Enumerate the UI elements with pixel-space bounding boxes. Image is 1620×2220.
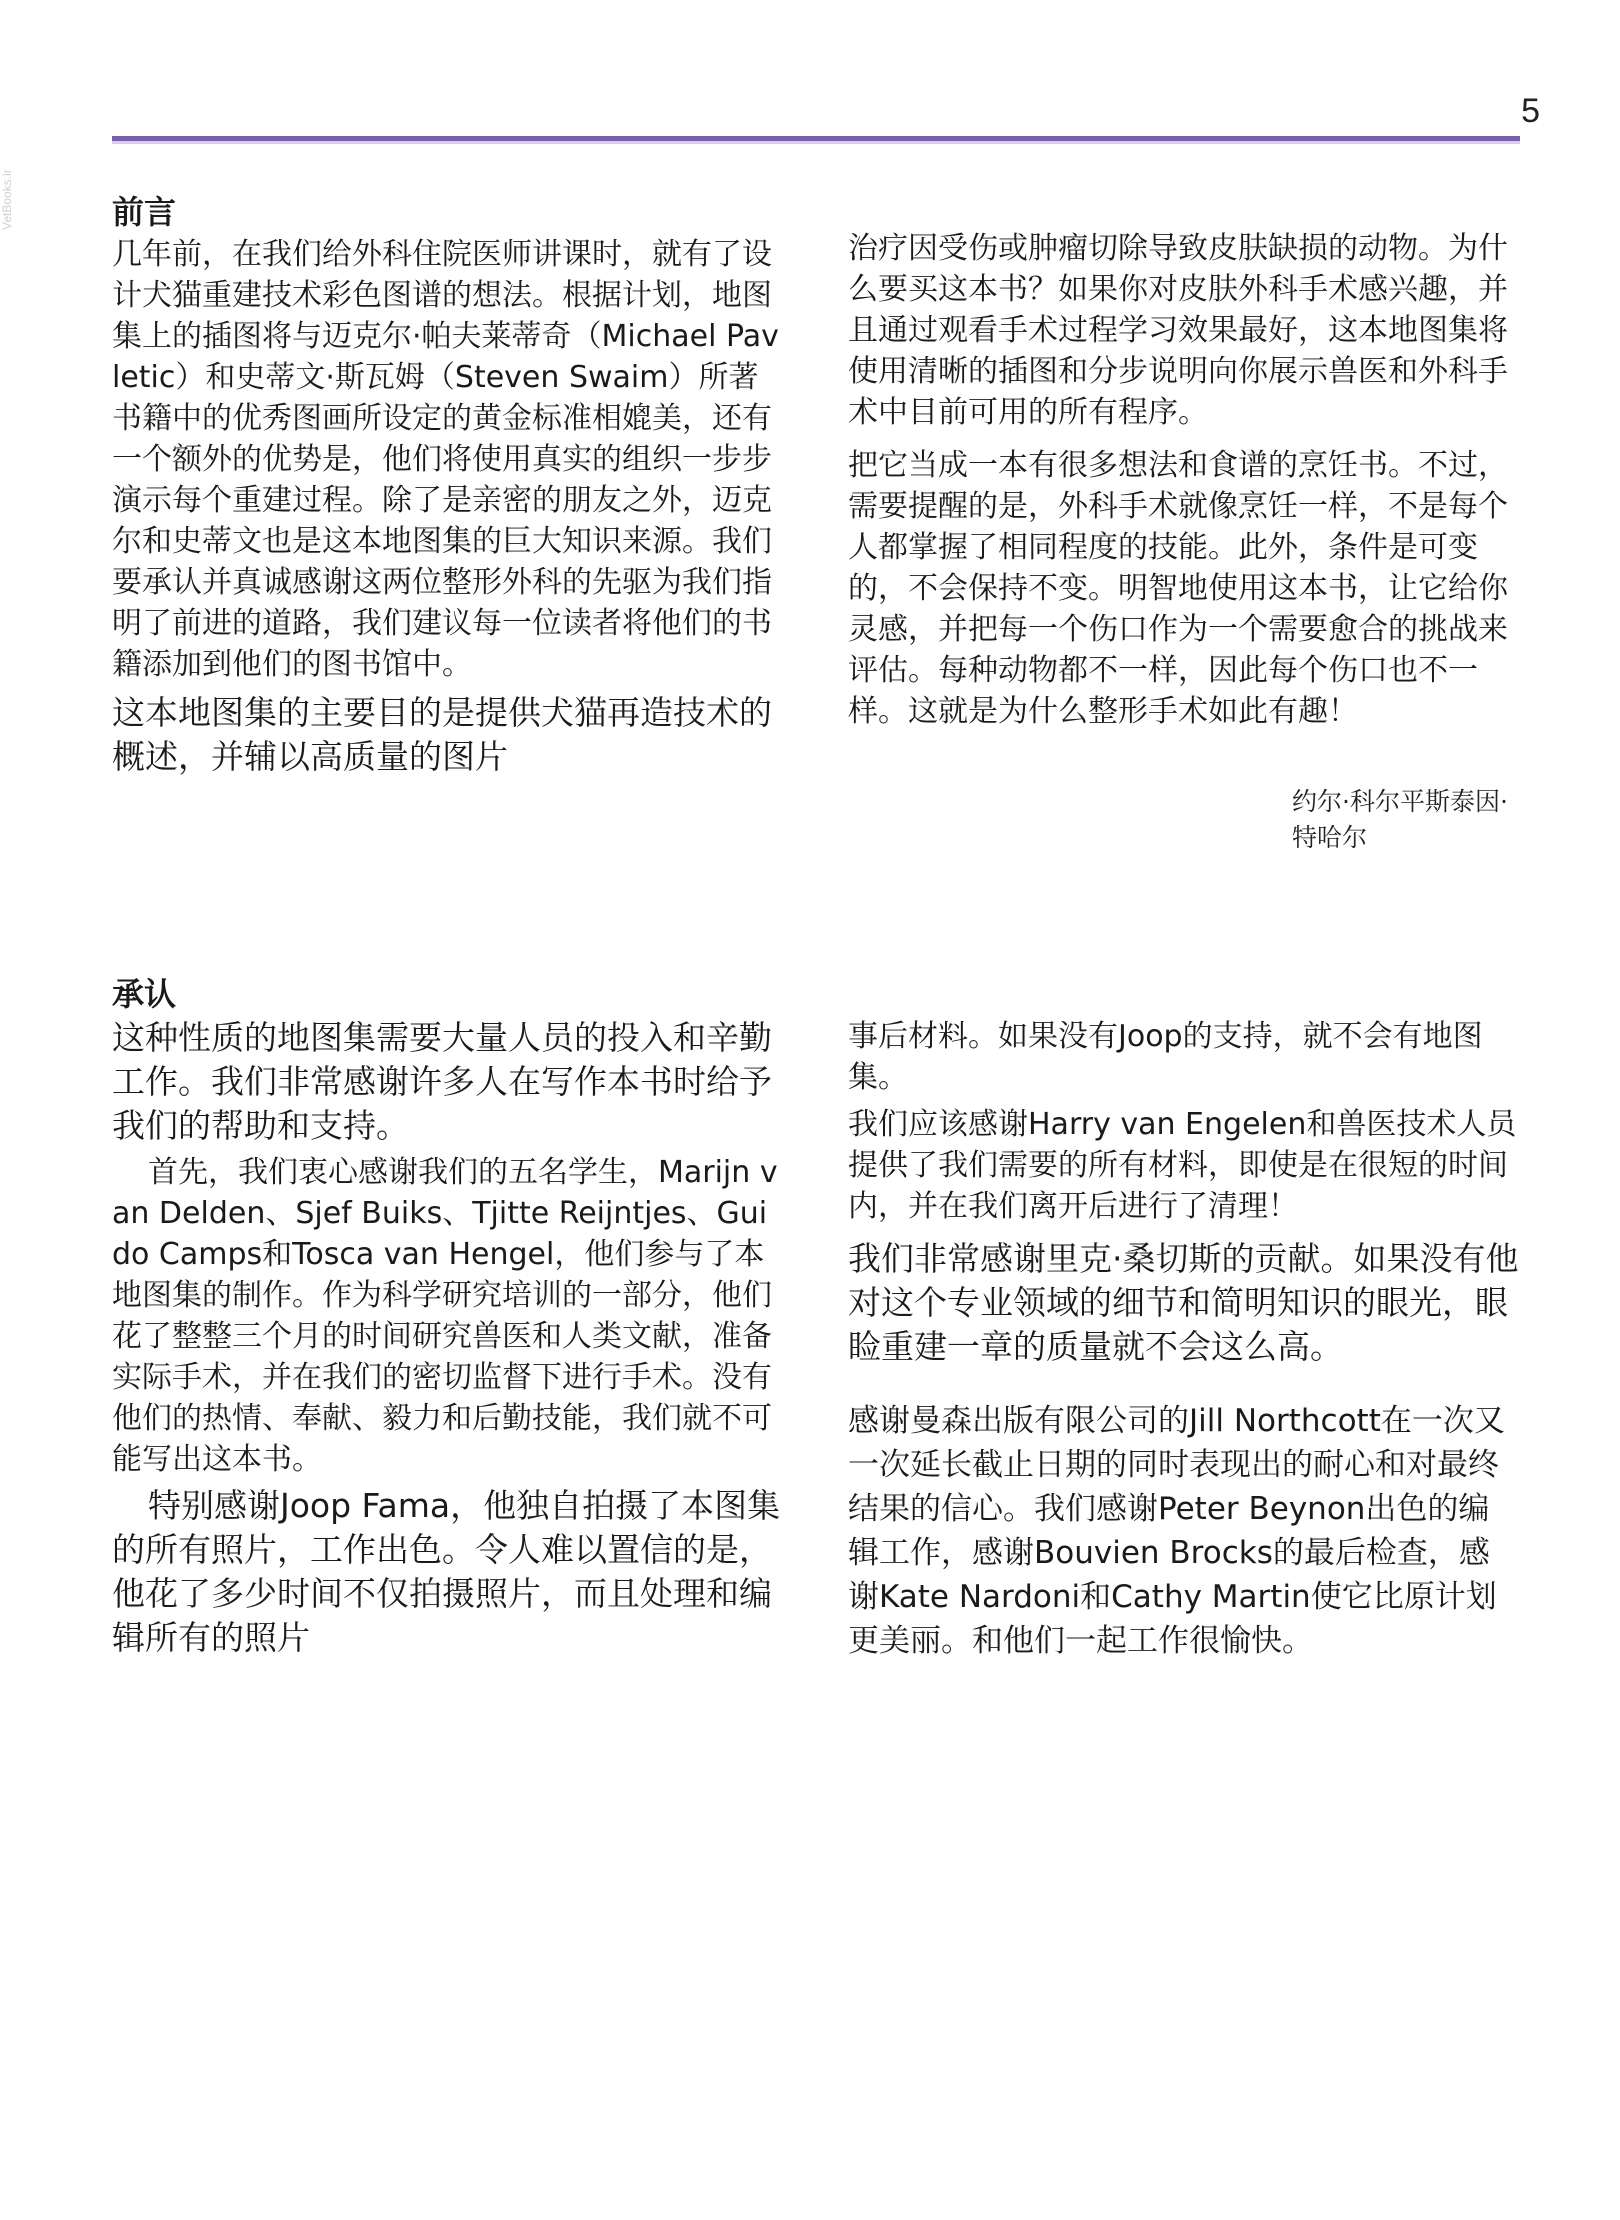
acknowledgements-paragraph-5: 我们应该感谢Harry van Engelen和兽医技术人员提供了我们需要的所有材料，即使是在很短的时间内，并在我们离开后进行了清理！ (848, 1107, 1517, 1224)
acknowledgements-title: 承认 (112, 975, 177, 1013)
acknowledgements-paragraph-4: 事后材料。如果没有Joop的支持，就不会有地图集。 (848, 1019, 1483, 1095)
preface-paragraph-4: 把它当成一本有很多想法和食谱的烹饪书。不过，需要提醒的是，外科手术就像烹饪一样，不是每个人都掌握了相同程度的技能。此外，条件是可变的，不会保持不变。明智地使用这本书，让它给你灵感，并把每一个伤口作为一个需要愈合的挑战来评估。每种动物都不一样，因此每个伤口也不一样。这就是为什么整形手术如此有趣！ (848, 448, 1508, 729)
preface-paragraph-1: 几年前，在我们给外科住院医师讲课时，就有了设计犬猫重建技术彩色图谱的想法。根据计划，地图集上的插图将与迈克尔·帕夫莱蒂奇（Michael Pavletic）和史蒂文·斯瓦姆（Steven Swaim）所著书籍中的优秀图画所设定的黄金标准相媲美，还有一个额外的优势是，他们将使用真实的组织一步步演示每个重建过程。除了是亲密的朋友之外，迈克尔和史蒂文也是这本地图集的巨大知识来源。我们要承认并真诚感谢这两位整形外科的先驱为我们指明了前进的道路，我们建议每一位读者将他们的书籍添加到他们的图书馆中。 (112, 237, 779, 682)
preface-left-column (112, 190, 782, 779)
preface-paragraph-2: 这本地图集的主要目的是提供犬猫再造技术的概述，并辅以高质量的图片 (112, 693, 772, 776)
side-watermark: VetBooks.ir (0, 169, 14, 230)
acknowledgements-paragraph-3: 特别感谢Joop Fama，他独自拍摄了本图集的所有照片，工作出色。令人难以置信的是，他花了多少时间不仅拍摄照片，而且处理和编辑所有的照片 (112, 1486, 781, 1657)
preface-title: 前言 (112, 193, 177, 231)
page-number: 5 (1521, 92, 1540, 130)
preface-right-column (848, 228, 1520, 732)
preface-paragraph-3: 治疗因受伤或肿瘤切除导致皮肤缺损的动物。为什么要买这本书？如果你对皮肤外科手术感兴趣，并且通过观看手术过程学习效果最好，这本地图集将使用清晰的插图和分步说明向你展示兽医和外科手术中目前可用的所有程序。 (848, 231, 1508, 430)
acknowledgements-paragraph-7: 感谢曼森出版有限公司的Jill Northcott在一次又一次延长截止日期的同时表现出的耐心和对最终结果的信心。我们感谢Peter Beynon出色的编辑工作，感谢Bouvien Brocks的最后检查，感谢Kate Nardoni和Cathy Martin使它比原计划更美丽。和他们一起工作很愉快。 (848, 1403, 1505, 1659)
acknowledgements-paragraph-6: 我们非常感谢里克·桑切斯的贡献。如果没有他对这个专业领域的细节和简明知识的眼光，眼睑重建一章的质量就不会这么高。 (848, 1239, 1519, 1366)
preface-signature: 约尔·科尔平斯泰因·特哈尔 (1292, 787, 1508, 852)
acknowledgements-paragraph-1: 这种性质的地图集需要大量人员的投入和辛勤工作。我们非常感谢许多人在写作本书时给予我们的帮助和支持。 (112, 1018, 772, 1145)
acknowledgements-left-column (112, 972, 782, 1660)
acknowledgements-paragraph-2: 首先，我们衷心感谢我们的五名学生，Marijn van Delden、Sjef Buiks、Tjitte Reijntjes、Guido Camps和Tosca van Hengel，他们参与了本地图集的制作。作为科学研究培训的一部分，他们花了整整三个月的时间研究兽医和人类文献，准备实际手术，并在我们的密切监督下进行手术。没有他们的热情、奉献、毅力和后勤技能，我们就不可能写出这本书。 (112, 1155, 778, 1477)
acknowledgements-right-column (848, 1016, 1520, 1663)
header-rule-shadow (112, 141, 1520, 144)
